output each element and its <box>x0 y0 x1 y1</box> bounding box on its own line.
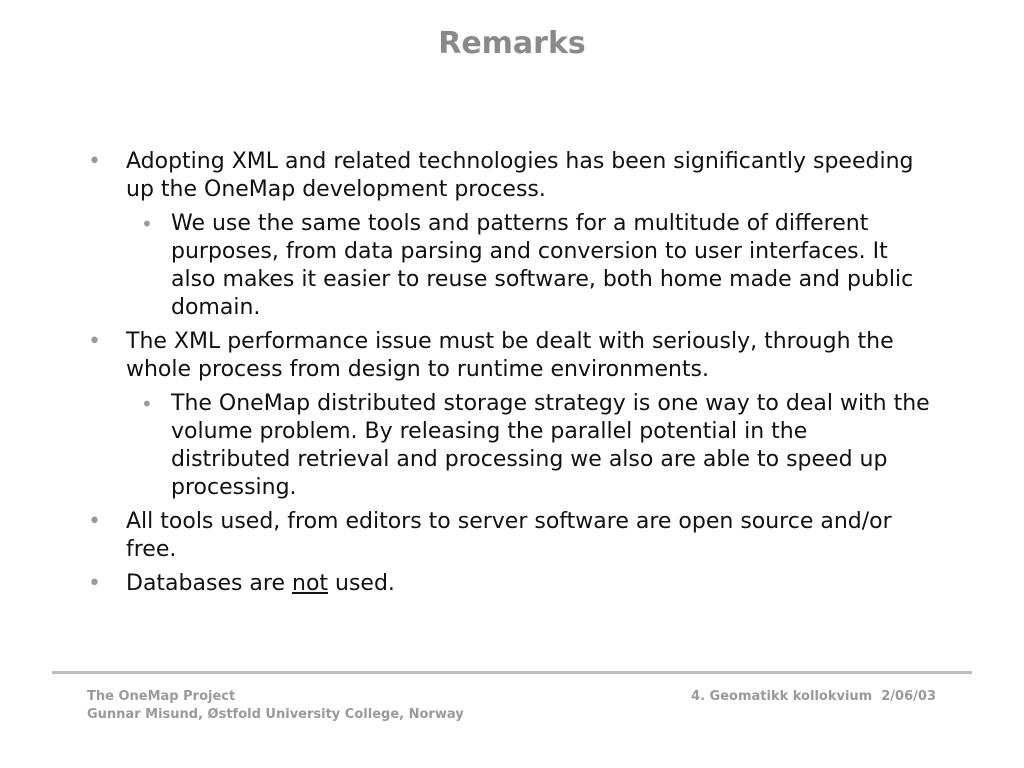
bullet-item-xml-adoption <box>88 148 946 204</box>
sub-bullet-item-storage-strategy <box>141 390 931 502</box>
bullet-icon: • <box>141 212 153 236</box>
footer-left <box>87 688 464 724</box>
bullet-text: We use the same tools and patterns for a multitude of different purposes, from data parsing and conversion to user interfaces. It also makes it easier to reuse software, both home made and public domain. <box>171 211 914 320</box>
bullet-icon: • <box>88 329 101 354</box>
bullet-text: The XML performance issue must be dealt with seriously, through the whole process from design to runtime environments. <box>126 329 894 382</box>
bullet-item-databases <box>88 570 946 598</box>
footer-event: 4. Geomatikk kollokvium 2/06/03 <box>691 689 936 704</box>
bullet-icon: • <box>88 571 101 596</box>
footer-divider <box>52 671 972 674</box>
bullet-item-open-source-tools <box>88 508 946 564</box>
bullet-text: The OneMap distributed storage strategy is one way to deal with the volume problem. By releasing the parallel potential in the distributed retrieval and processing we also are able to speed up processing. <box>171 391 930 500</box>
bullet-item-performance <box>88 328 946 384</box>
bullet-text: All tools used, from editors to server software are open source and/or free. <box>126 509 892 562</box>
bullet-text: Adopting XML and related technologies has been significantly speeding up the OneMap development process. <box>126 149 914 202</box>
footer-project: The OneMap Project <box>87 689 236 704</box>
bullet-list <box>0 148 1024 598</box>
bullet-icon: • <box>88 149 101 174</box>
footer-author: Gunnar Misund, Østfold University College, Norway <box>87 707 464 722</box>
bullet-icon: • <box>141 392 153 416</box>
bullet-text-prefix: Databases are <box>126 571 292 596</box>
slide-title: Remarks <box>438 26 586 61</box>
bullet-text-emphasis: not <box>292 571 329 596</box>
bullet-text-suffix: used. <box>328 571 395 596</box>
sub-bullet-item-tools-patterns <box>141 210 931 322</box>
bullet-icon: • <box>88 509 101 534</box>
